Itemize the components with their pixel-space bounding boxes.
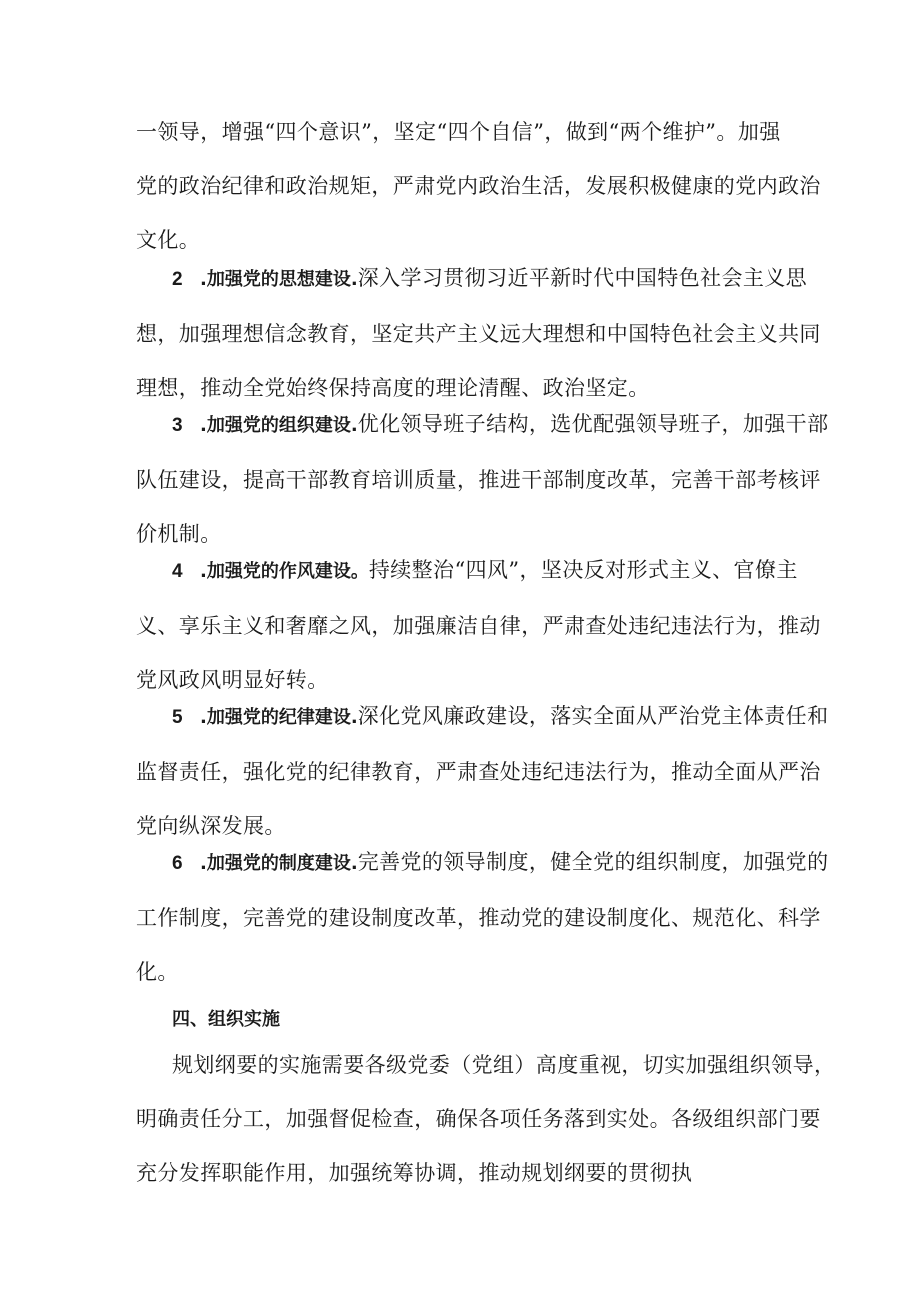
paragraph-item-4 <box>136 543 821 707</box>
text-line: 价机制。 <box>136 522 222 546</box>
text-line: 想，加强理想信念教育，坚定共产主义远大理想和中国特色社会主义共同 <box>136 322 821 346</box>
item-heading: .加强党的作风建设。 <box>200 561 369 582</box>
text-line: 文化。 <box>136 228 201 252</box>
text-line: 党的政治纪律和政治规矩，严肃党内政治生活，发展积极健康的党内政治 <box>136 174 821 198</box>
text-line: 持续整治“四风”，坚决反对形式主义、官僚主 <box>368 558 798 582</box>
paragraph-continuation <box>136 105 821 267</box>
text-line: 一领导，增强“四个意识”，坚定“四个自信”，做到“两个维护”。加强 <box>136 120 781 144</box>
item-number: 3 <box>172 415 183 436</box>
text-line: 化。 <box>136 960 179 984</box>
text-line: 监督责任，强化党的纪律教育，严肃查处违纪违法行为，推动全面从严治 <box>136 760 821 784</box>
text-line: 党向纵深发展。 <box>136 814 286 838</box>
item-number: 2 <box>172 269 183 290</box>
text-line: 优化领导班子结构，选优配强领导班子，加强干部 <box>357 412 829 436</box>
text-line: 党风政风明显好转。 <box>136 668 329 692</box>
text-line: 队伍建设，提高干部教育培训质量，推进干部制度改革，完善干部考核评 <box>136 468 821 492</box>
text-line: 充分发挥职能作用，加强统筹协调，推动规划纲要的贯彻执 <box>136 1161 693 1185</box>
item-heading: .加强党的纪律建设. <box>200 707 358 728</box>
text-line: 明确责任分工，加强督促检查，确保各项任务落到实处。各级组织部门要 <box>136 1107 821 1131</box>
paragraph-item-6 <box>136 835 829 999</box>
text-line: 理想，推动全党始终保持高度的理论清醒、政治坚定。 <box>136 376 650 400</box>
item-heading: .加强党的制度建设. <box>200 853 358 874</box>
paragraph-item-3 <box>136 397 829 561</box>
text-line: 工作制度，完善党的建设制度改革，推动党的建设制度化、规范化、科学 <box>136 906 821 930</box>
item-heading: .加强党的组织建设. <box>200 415 358 436</box>
text-line: 深化党风廉政建设，落实全面从严治党主体责任和 <box>357 704 829 728</box>
text-line: 深入学习贯彻习近平新时代中国特色社会主义思 <box>357 266 808 290</box>
paragraph-item-5 <box>136 689 829 853</box>
item-heading: .加强党的思想建设. <box>200 269 358 290</box>
item-number: 4 <box>172 561 183 582</box>
item-number: 5 <box>172 707 183 728</box>
text-line: 规划纲要的实施需要各级党委（党组）高度重视，切实加强组织领导， <box>172 1053 836 1077</box>
paragraph-item-2 <box>136 251 821 415</box>
text-line: 完善党的领导制度，健全党的组织制度，加强党的 <box>357 850 829 874</box>
text-line: 义、享乐主义和奢靡之风，加强廉洁自律，严肃查处违纪违法行为，推动 <box>136 614 821 638</box>
item-number: 6 <box>172 853 183 874</box>
section-title: 四、组织实施 <box>172 1009 280 1030</box>
paragraph-implementation <box>136 1038 836 1200</box>
